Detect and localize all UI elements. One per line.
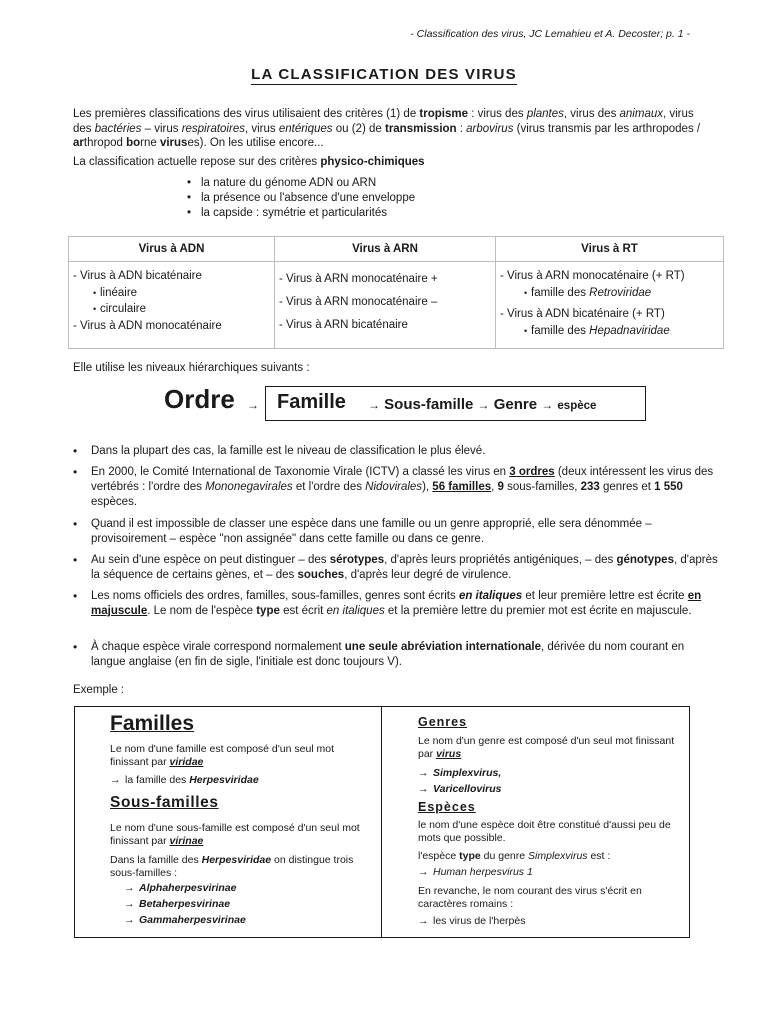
bullet-abreviation: • À chaque espèce virale correspond normalement une seule abréviation internationale, dérivée du nom courant en langue anglaise (en fin de sigle, l'initiale est donc toujours V). <box>91 640 719 670</box>
hierarchy-sous-famille: Sous-famille <box>384 396 474 413</box>
sous-familles-rule: Le nom d'une sous-famille est composé d'un seul mot finissant par virinae <box>110 822 360 847</box>
list-item: • la présence ou l'absence d'une enveloppe <box>187 191 415 206</box>
arrow-icon: → <box>541 398 554 412</box>
list-item: → Varicellovirus <box>418 783 502 795</box>
list-item: • la capside : symétrie et particularités <box>187 206 415 221</box>
especes-type: l'espèce type du genre Simplexvirus est : <box>418 850 611 862</box>
criteria-list <box>187 176 415 221</box>
virus-types-table <box>68 236 724 349</box>
header-virus-rt: Virus à RT <box>496 237 724 262</box>
arrow-icon: → <box>418 767 429 779</box>
hierarchy-intro: Elle utilise les niveaux hiérarchiques suivants : <box>73 362 310 374</box>
hierarchy-famille: Famille <box>277 391 346 413</box>
hierarchy-genre: Genre <box>493 396 538 413</box>
arrow-icon: → <box>124 914 135 926</box>
familles-rule: Le nom d'une famille est composé d'un seul mot finissant par viridae <box>110 743 335 768</box>
sous-familles-title: Sous-familles <box>110 794 219 811</box>
arrow-icon: → <box>477 398 490 412</box>
arrow-icon: → <box>247 398 259 412</box>
example-label: Exemple : <box>73 684 125 696</box>
header-virus-adn: Virus à ADN <box>69 237 275 262</box>
arrow-icon: → <box>124 898 135 910</box>
list-item: • la nature du génome ADN ou ARN <box>187 176 415 191</box>
example-divider <box>381 706 382 938</box>
list-item: → Alphaherpesvirinae <box>124 882 237 894</box>
especes-title: Espèces <box>418 800 476 814</box>
bullet-serotypes: • Au sein d'une espèce on peut distinguer – des sérotypes, d'après leurs propriétés antigéniques, – des génotypes, d'après la séquence de certains gènes, et – des souches, d'après leur degré de virulence. <box>91 553 719 583</box>
hierarchy-ordre: Ordre <box>164 384 235 414</box>
familles-title: Familles <box>110 712 195 735</box>
intro-paragraph: Les premières classifications des virus utilisaient des critères (1) de tropisme : virus des plantes, virus des animaux, virus des bactéries – virus respiratoires, virus entériques ou (2) de transmission : arbovirus (virus transmis par les arthropodes / arthropod borne viruses). On les utilise encore... <box>73 108 701 149</box>
bullet-noms-officiels: • Les noms officiels des ordres, familles, sous-familles, genres sont écrits en italiques et leur première lettre est écrite en majuscule. Le nom de l'espèce type est écrit en italiques et la première lettre du premier mot est écrite en majuscule. <box>91 589 719 619</box>
arrow-icon: → <box>368 398 380 412</box>
list-item: → Gammaherpesvirinae <box>124 914 246 926</box>
bullet-famille-level: • Dans la plupart des cas, la famille est le niveau de classification le plus élevé. <box>91 444 719 459</box>
bullet-ictv-2000: • En 2000, le Comité International de Taxonomie Virale (ICTV) a classé les virus en 3 ordres (deux intéressent les virus des vertébrés : l'ordre des Mononegavirales et l'ordre des Nidovirales), 56 familles, 9 sous-familles, 233 genres et 1 550 espèces. <box>91 465 719 510</box>
arrow-icon: → <box>418 866 429 878</box>
especes-rule: le nom d'une espèce doit être constitué d'aussi peu de mots que possible. <box>418 819 671 844</box>
arrow-icon: → <box>110 774 121 786</box>
list-item: → Simplexvirus, <box>418 767 502 779</box>
arrow-icon: → <box>124 882 135 894</box>
especes-type-example: → Human herpesvirus 1 <box>418 866 533 878</box>
list-item: → Betaherpesvirinae <box>124 898 231 910</box>
familles-example: → la famille des Herpesviridae <box>110 774 259 786</box>
hierarchy-espece: espèce <box>557 400 597 412</box>
cell-virus-rt: - Virus à ARN monocaténaire (+ RT) • famille des Retroviridae - Virus à ADN bicaténaire (+ RT) • famille des Hepadnaviridae <box>496 262 724 349</box>
page-title: LA CLASSIFICATION DES VIRUS <box>251 66 517 83</box>
running-header: - Classification des virus, JC Lemahieu et A. Decoster; p. 1 - <box>410 28 690 40</box>
genres-rule: Le nom d'un genre est composé d'un seul mot finissant par virus <box>418 735 675 760</box>
arrow-icon: → <box>418 915 429 927</box>
cell-virus-arn: - Virus à ARN monocaténaire + - Virus à ARN monocaténaire – - Virus à ARN bicaténaire <box>275 262 496 349</box>
cell-virus-adn: - Virus à ADN bicaténaire • linéaire • circulaire - Virus à ADN monocaténaire <box>69 262 275 349</box>
arrow-icon: → <box>418 783 429 795</box>
hierarchy-box <box>265 386 646 421</box>
bullet-non-assignee: • Quand il est impossible de classer une espèce dans une famille ou un genre approprié, elle sera dénommée – provisoirement – espèce "non assignée" dans cette famille ou dans ce genre. <box>91 517 719 547</box>
classification-criteria-intro: La classification actuelle repose sur des critères physico-chimiques <box>73 156 425 168</box>
sous-familles-intro: Dans la famille des Herpesviridae on distingue trois sous-familles : <box>110 854 354 879</box>
genres-title: Genres <box>418 715 468 729</box>
header-virus-arn: Virus à ARN <box>275 237 496 262</box>
especes-common: En revanche, le nom courant des virus s'écrit en caractères romains : <box>418 885 642 910</box>
especes-common-example: → les virus de l'herpès <box>418 915 526 927</box>
